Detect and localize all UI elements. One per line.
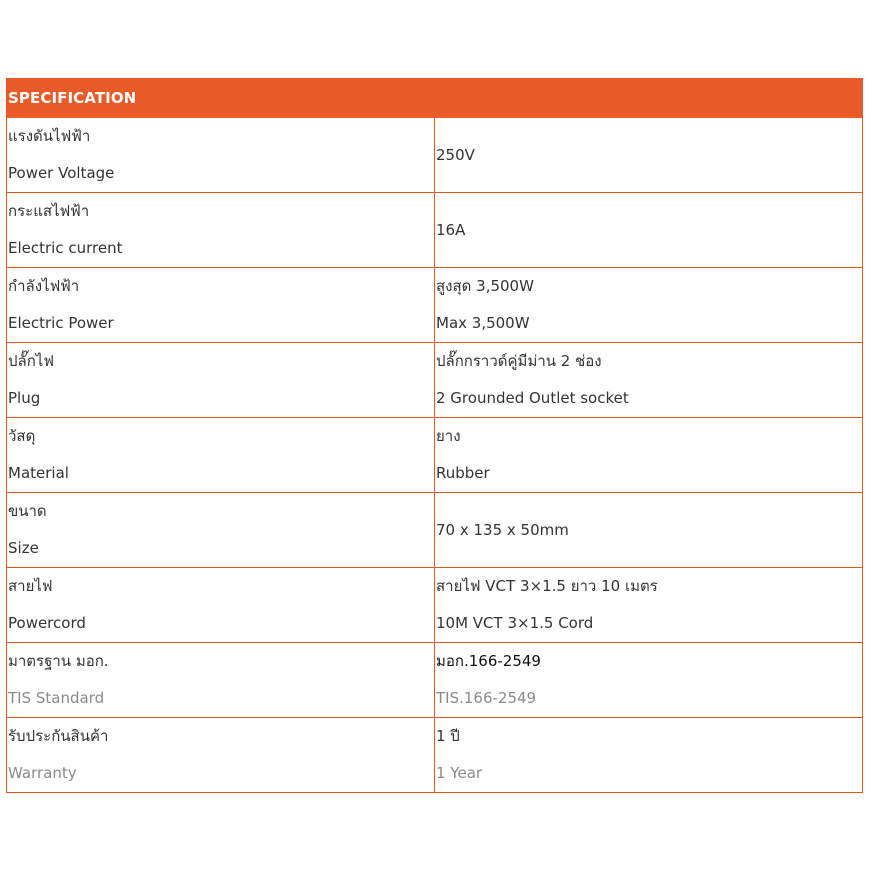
- table-header-row: [7, 79, 863, 118]
- spec-label-cell: [7, 418, 435, 493]
- spec-value-english: 1 Year: [436, 764, 483, 782]
- spec-label-thai: กระแสไฟฟ้า: [8, 202, 90, 220]
- spec-value-thai: สูงสุด 3,500W: [436, 277, 534, 295]
- spec-value-cell: [435, 568, 863, 643]
- spec-value-cell: [435, 193, 863, 268]
- spec-value-thai: ยาง: [436, 427, 461, 445]
- spec-value-cell: [435, 118, 863, 193]
- spec-value: 70 x 135 x 50mm: [436, 521, 569, 539]
- spec-value-thai: มอก.166-2549: [436, 652, 541, 670]
- spec-label-english: Warranty: [8, 764, 77, 782]
- spec-value-cell: [435, 493, 863, 568]
- spec-label-cell: [7, 718, 435, 793]
- spec-value-thai: 1 ปี: [436, 727, 460, 745]
- table-row: [7, 418, 863, 493]
- spec-label-thai: แรงดันไฟฟ้า: [8, 127, 91, 145]
- specification-table: [6, 78, 863, 793]
- spec-value-thai: สายไฟ VCT 3×1.5 ยาว 10 เมตร: [436, 577, 658, 595]
- spec-label-thai: สายไฟ: [8, 577, 53, 595]
- spec-label-cell: [7, 118, 435, 193]
- spec-label-thai: ขนาด: [8, 502, 47, 520]
- spec-label-thai: มาตรฐาน มอก.: [8, 652, 109, 670]
- spec-label-english: TIS Standard: [8, 689, 105, 707]
- spec-value-cell: [435, 718, 863, 793]
- spec-value-thai: ปลั๊กกราวด์คู่มีม่าน 2 ช่อง: [436, 352, 602, 370]
- table-row: [7, 568, 863, 643]
- spec-label-thai: ปลั๊กไฟ: [8, 352, 54, 370]
- spec-label-english: Plug: [8, 389, 41, 407]
- spec-value-cell: [435, 418, 863, 493]
- spec-label-english: Powercord: [8, 614, 86, 632]
- spec-label-thai: รับประกันสินค้า: [8, 727, 109, 745]
- spec-value-english: Rubber: [436, 464, 490, 482]
- table-row: [7, 118, 863, 193]
- spec-label-english: Electric current: [8, 239, 123, 257]
- spec-label-cell: [7, 568, 435, 643]
- table-row: [7, 343, 863, 418]
- table-row: [7, 643, 863, 718]
- spec-value-cell: [435, 268, 863, 343]
- table-row: [7, 268, 863, 343]
- spec-label-cell: [7, 493, 435, 568]
- spec-value: 16A: [436, 221, 466, 239]
- table-row: [7, 193, 863, 268]
- spec-value-english: TIS.166-2549: [436, 689, 537, 707]
- spec-value-english: 10M VCT 3×1.5 Cord: [436, 614, 594, 632]
- spec-value: 250V: [436, 146, 475, 164]
- spec-label-cell: [7, 193, 435, 268]
- table-row: [7, 718, 863, 793]
- spec-label-cell: [7, 643, 435, 718]
- spec-label-thai: กำลังไฟฟ้า: [8, 277, 80, 295]
- spec-label-english: Size: [8, 539, 39, 557]
- spec-label-cell: [7, 343, 435, 418]
- specification-header: SPECIFICATION: [7, 79, 863, 118]
- spec-label-english: Material: [8, 464, 69, 482]
- spec-label-english: Power Voltage: [8, 164, 115, 182]
- table-row: [7, 493, 863, 568]
- spec-value-english: Max 3,500W: [436, 314, 530, 332]
- spec-label-english: Electric Power: [8, 314, 114, 332]
- spec-value-cell: [435, 643, 863, 718]
- spec-label-thai: วัสดุ: [8, 427, 36, 445]
- spec-label-cell: [7, 268, 435, 343]
- spec-value-cell: [435, 343, 863, 418]
- spec-value-english: 2 Grounded Outlet socket: [436, 389, 629, 407]
